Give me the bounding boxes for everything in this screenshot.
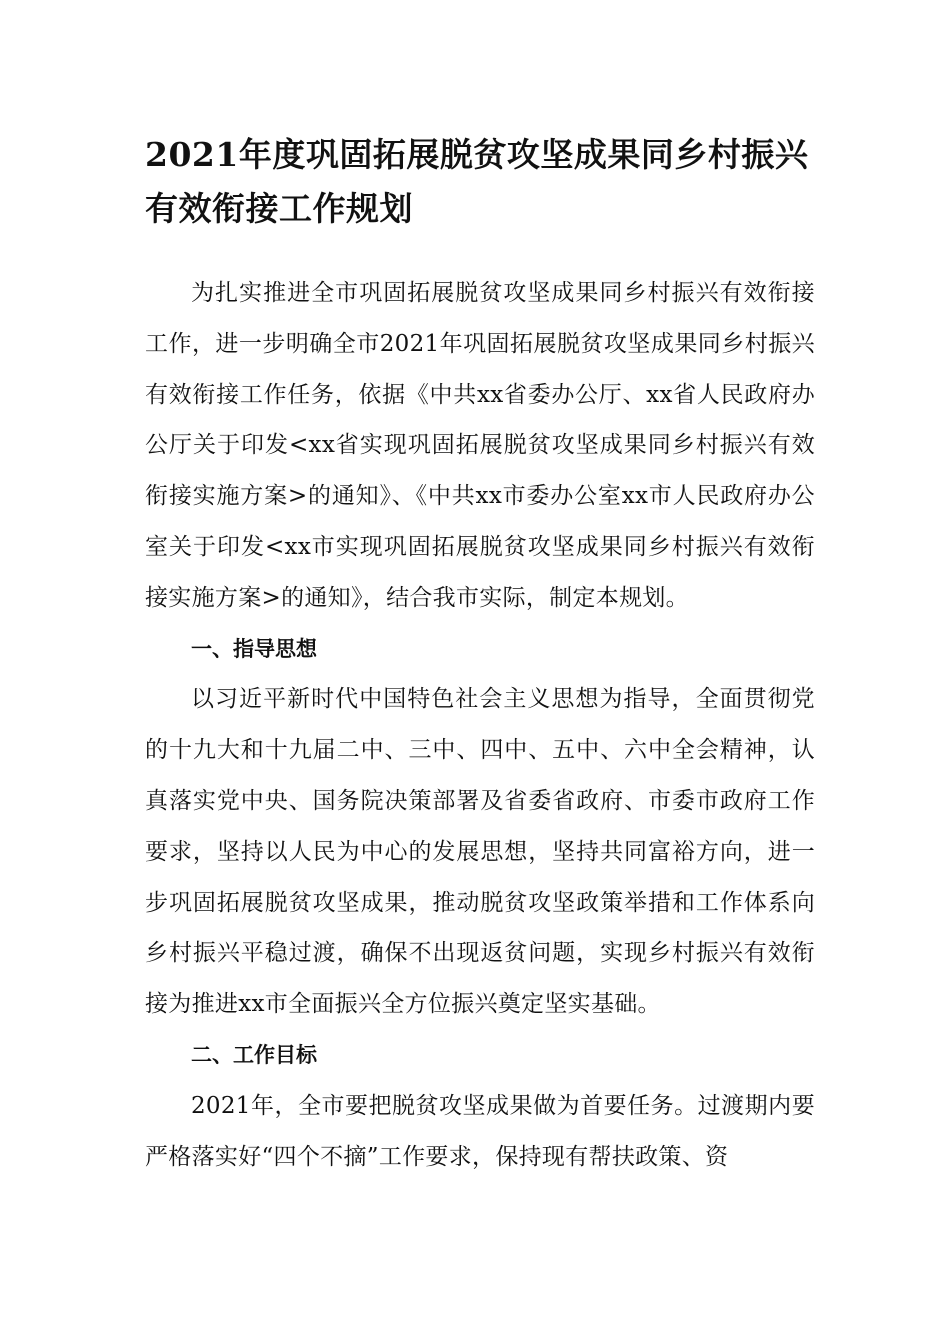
document-title: 2021年度巩固拓展脱贫攻坚成果同乡村振兴有效衔接工作规划 (145, 135, 809, 228)
section-heading-work-goals: 二、工作目标 (191, 1042, 317, 1067)
section-heading-guiding-ideology: 一、指导思想 (191, 636, 317, 661)
intro-paragraph: 为扎实推进全市巩固拓展脱贫攻坚成果同乡村振兴有效衔接工作，进一步明确全市2021年巩固拓展脱贫攻坚成果同乡村振兴有效衔接工作任务，依据《中共xx省委办公厅、xx省人民政府办公厅关于印发<xx省实现巩固拓展脱贫攻坚成果同乡村振兴有效衔接实施方案>的通知》、《中共xx市委办公室xx市人民政府办公室关于印发<xx市实现巩固拓展脱贫攻坚成果同乡村振兴有效衔接实施方案>的通知》，结合我市实际，制定本规划。 (145, 280, 815, 611)
guiding-ideology-paragraph: 以习近平新时代中国特色社会主义思想为指导，全面贯彻党的十九大和十九届二中、三中、四中、五中、六中全会精神，认真落实党中央、国务院决策部署及省委省政府、市委市政府工作要求，坚持以人民为中心的发展思想，坚持共同富裕方向，进一步巩固拓展脱贫攻坚成果，推动脱贫攻坚政策举措和工作体系向乡村振兴平稳过渡，确保不出现返贫问题，实现乡村振兴有效衔接为推进xx市全面振兴全方位振兴奠定坚实基础。 (145, 686, 815, 1018)
document-body (145, 268, 815, 1182)
work-goals-paragraph: 2021年，全市要把脱贫攻坚成果做为首要任务。过渡期内要严格落实好“四个不摘”工作要求，保持现有帮扶政策、资 (145, 1092, 815, 1170)
